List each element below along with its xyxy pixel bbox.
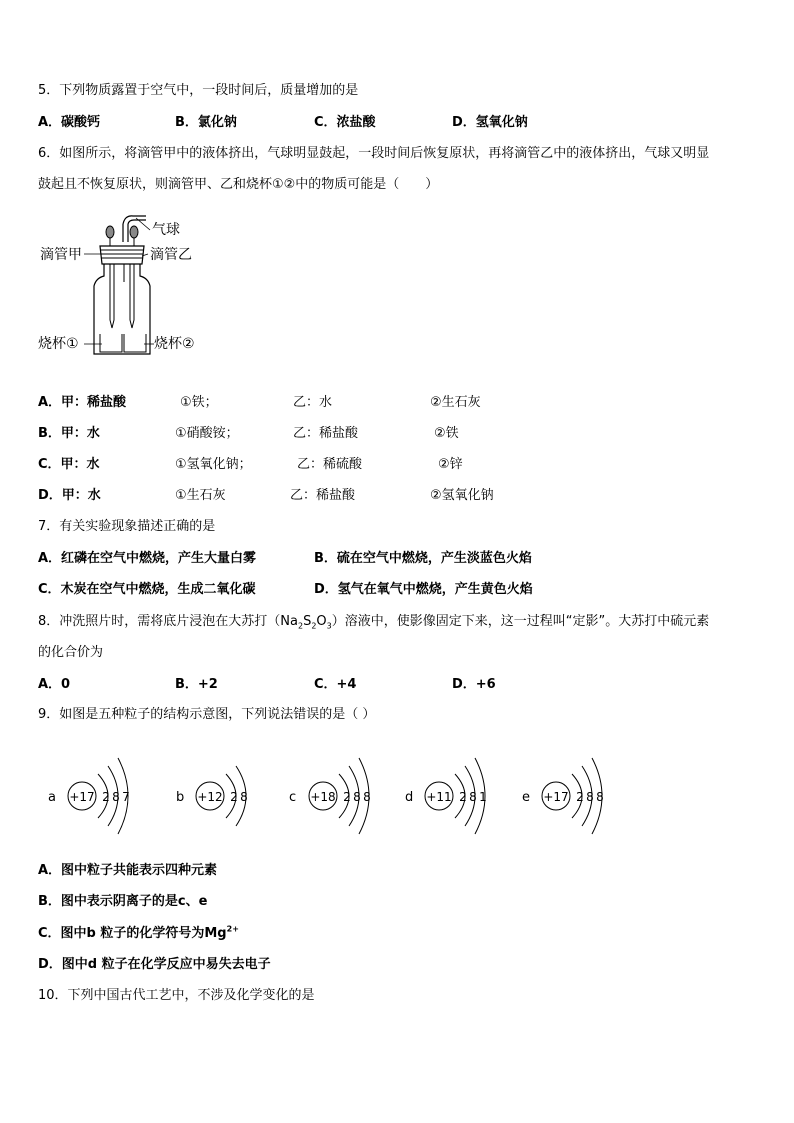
q6-b-col3: 乙：稀盐酸	[293, 426, 359, 441]
q6-d-col2: ①生石灰	[175, 488, 226, 503]
electron-count: 8	[596, 790, 604, 804]
q8-stem-line1: 8．冲洗照片时，需将底片浸泡在大苏打$(Na_2S_2O_3)$溶液中，使影像固定下来，这一过程叫“定影”。大苏打中硫元素	[38, 614, 710, 631]
q9-option-d: D．图中d 粒子在化学反应中易失去电子	[38, 957, 271, 972]
q8-option-b: B．+2	[175, 677, 218, 692]
beaker-1-label: 烧杯①	[38, 336, 79, 352]
q7-option-d: D．氢气在氧气中燃烧，产生黄色火焰	[314, 582, 533, 597]
nucleus-charge: +11	[426, 790, 452, 804]
q6-b-col1: B．甲：水	[38, 426, 100, 441]
q5-option-a: A．碳酸钙	[38, 115, 101, 130]
electron-count: 2	[230, 790, 238, 804]
electron-count: 8	[353, 790, 361, 804]
q9-option-c: C．图中b 粒子的化学符号为$Mg^{2+}$	[38, 924, 239, 941]
electron-count: 8	[586, 790, 594, 804]
nucleus-charge: +17	[543, 790, 569, 804]
q6-stem-line1: 6．如图所示，将滴管甲中的液体挤出，气球明显鼓起，一段时间后恢复原状，再将滴管乙中的液体挤出，气球又明显	[38, 146, 710, 161]
particle-label: d	[405, 790, 414, 805]
q6-d-col1: D．甲：水	[38, 488, 101, 503]
dropper-a-label: 滴管甲	[40, 247, 82, 263]
q10-stem: 10．下列中国古代工艺中，不涉及化学变化的是	[38, 988, 315, 1003]
balloon-label: 气球	[152, 222, 180, 238]
q8-option-d: D．+6	[452, 677, 496, 692]
q6-c-col1: C．甲：水	[38, 457, 100, 472]
q6-c-col3: 乙：稀硫酸	[297, 457, 363, 472]
particle-c	[289, 758, 371, 834]
q6-a-col4: ②生石灰	[430, 395, 481, 410]
atom-structure-diagrams	[0, 738, 794, 858]
q8-option-a: A．0	[38, 677, 71, 692]
electron-count: 2	[576, 790, 584, 804]
q6-stem-line2: 鼓起且不恢复原状，则滴管甲、乙和烧杯①②中的物质可能是（ ）	[38, 177, 439, 192]
particle-label: c	[289, 790, 297, 805]
dropper-b-label: 滴管乙	[150, 247, 192, 263]
particle-label: e	[522, 790, 530, 805]
electron-count: 1	[479, 790, 487, 804]
q6-d-col4: ②氢氧化钠	[430, 488, 494, 503]
q5-option-d: D．氢氧化钠	[452, 115, 528, 130]
q7-option-a: A．红磷在空气中燃烧，产生大量白雾	[38, 551, 257, 566]
electron-count: 2	[102, 790, 110, 804]
q9-stem: 9．如图是五种粒子的结构示意图，下列说法错误的是（ ）	[38, 707, 376, 722]
electron-count: 8	[112, 790, 120, 804]
q7-option-b: B．硫在空气中燃烧，产生淡蓝色火焰	[314, 551, 532, 566]
nucleus-charge: +17	[69, 790, 95, 804]
q6-a-col3: 乙：水	[293, 395, 333, 410]
electron-count: 7	[122, 790, 130, 804]
electron-count: 8	[469, 790, 477, 804]
particle-label: b	[176, 790, 185, 805]
particle-d	[405, 758, 487, 834]
nucleus-charge: +18	[310, 790, 336, 804]
electron-count: 8	[363, 790, 371, 804]
electron-count: 8	[240, 790, 248, 804]
q6-c-col2: ①氢氧化钠；	[175, 457, 252, 472]
nucleus-charge: +12	[197, 790, 223, 804]
q9-option-a: A．图中粒子共能表示四种元素	[38, 863, 218, 878]
q6-d-col3: 乙：稀盐酸	[290, 488, 356, 503]
q5-option-b: B．氯化钠	[175, 115, 237, 130]
q6-a-col2: ①铁；	[180, 395, 218, 410]
electron-count: 2	[459, 790, 467, 804]
q9-option-b: B．图中表示阴离子的是c、e	[38, 894, 208, 909]
q8-option-c: C．+4	[314, 677, 357, 692]
q7-option-c: C．木炭在空气中燃烧，生成二氧化碳	[38, 582, 256, 597]
electron-count: 2	[343, 790, 351, 804]
particle-label: a	[48, 790, 56, 805]
particle-a	[48, 758, 130, 834]
q5-stem: 5．下列物质露置于空气中，一段时间后，质量增加的是	[38, 83, 359, 98]
q8-stem-line2: 的化合价为	[38, 645, 104, 660]
beaker-2-label: 烧杯②	[154, 336, 195, 352]
q7-stem: 7．有关实验现象描述正确的是	[38, 519, 216, 534]
q5-option-c: C．浓盐酸	[314, 115, 376, 130]
q6-a-col1: A．甲：稀盐酸	[38, 395, 127, 410]
q6-b-col4: ②铁	[434, 426, 459, 441]
q6-c-col4: ②锌	[438, 457, 463, 472]
particle-e	[522, 758, 604, 834]
particle-b	[176, 766, 248, 826]
q6-b-col2: ①硝酸铵；	[175, 426, 239, 441]
